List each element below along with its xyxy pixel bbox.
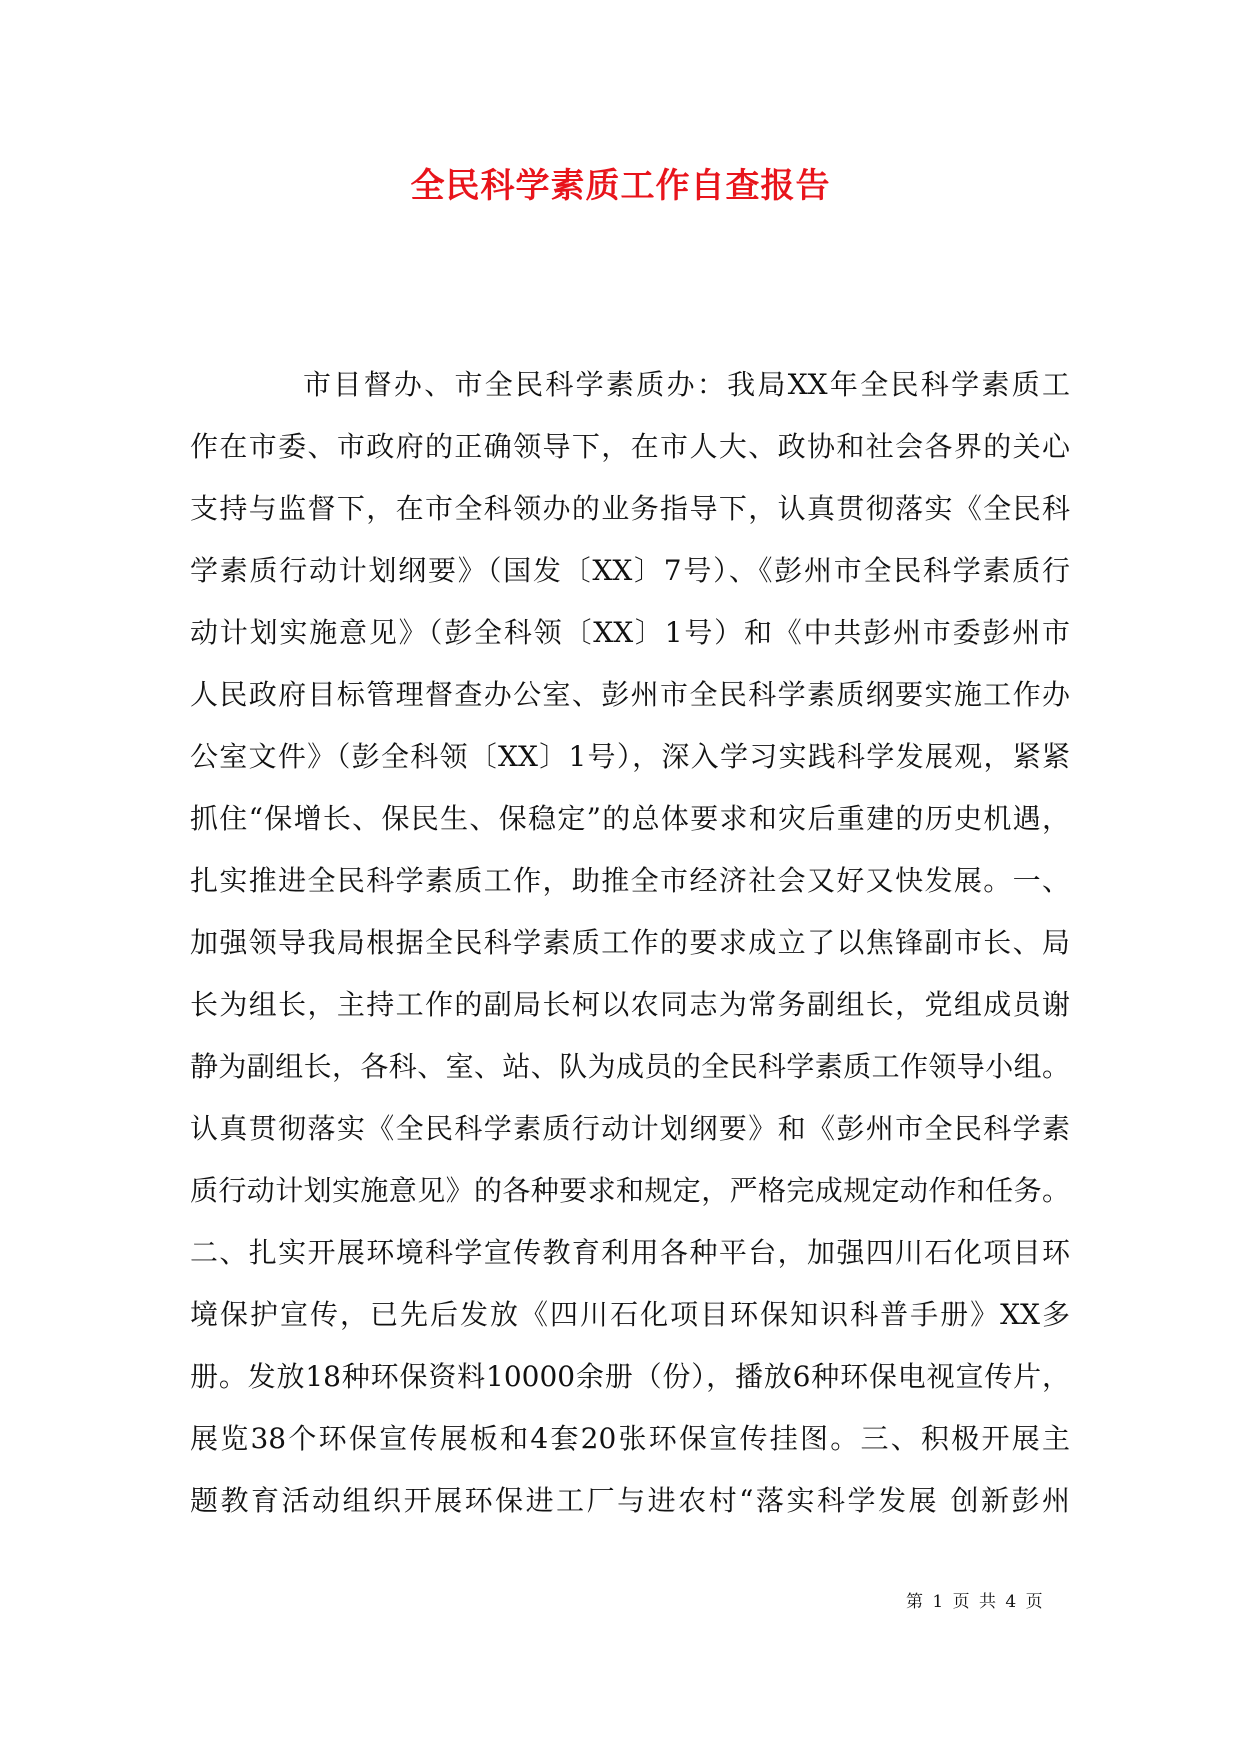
body-line: 支持与监督下，在市全科领办的业务指导下，认真贯彻落实《全民科	[190, 492, 1070, 525]
body-line: 静为副组长，各科、室、站、队为成员的全民科学素质工作领导小组。	[190, 1050, 1070, 1083]
body-line: 市目督办、市全民科学素质办：我局XX年全民科学素质工	[303, 368, 1070, 401]
body-line: 公室文件》（彭全科领〔XX〕1号），深入学习实践科学发展观，紧紧	[190, 740, 1070, 773]
body-line: 题教育活动组织开展环保进工厂与进农村“落实科学发展 创新彭州	[190, 1484, 1070, 1517]
body-line: 抓住“保增长、保民生、保稳定”的总体要求和灾后重建的历史机遇，	[190, 802, 1070, 835]
body-line: 认真贯彻落实《全民科学素质行动计划纲要》和《彭州市全民科学素	[190, 1112, 1070, 1145]
body-line: 人民政府目标管理督查办公室、彭州市全民科学素质纲要实施工作办	[190, 678, 1070, 711]
body-line: 动计划实施意见》（彭全科领〔XX〕1号）和《中共彭州市委彭州市	[190, 616, 1070, 649]
body-line: 加强领导我局根据全民科学素质工作的要求成立了以焦锋副市长、局	[190, 926, 1070, 959]
body-line: 册。发放18种环保资料10000余册（份），播放6种环保电视宣传片，	[190, 1360, 1070, 1393]
body-line: 二、扎实开展环境科学宣传教育利用各种平台，加强四川石化项目环	[190, 1236, 1070, 1269]
body-line: 展览38个环保宣传展板和4套20张环保宣传挂图。三、积极开展主	[190, 1422, 1070, 1455]
page-number-footer: 第 1 页 共 4 页	[906, 1592, 1045, 1612]
body-line: 作在市委、市政府的正确领导下，在市人大、政协和社会各界的关心	[190, 430, 1070, 463]
document-title: 全民科学素质工作自查报告	[410, 166, 831, 206]
document-body	[190, 354, 1070, 1532]
body-line: 学素质行动计划纲要》（国发〔XX〕7号）、《彭州市全民科学素质行	[190, 554, 1070, 587]
body-line: 扎实推进全民科学素质工作，助推全市经济社会又好又快发展。一、	[190, 864, 1070, 897]
body-line: 长为组长，主持工作的副局长柯以农同志为常务副组长，党组成员谢	[190, 988, 1070, 1021]
body-line: 质行动计划实施意见》的各种要求和规定，严格完成规定动作和任务。	[190, 1174, 1070, 1207]
body-line: 境保护宣传，已先后发放《四川石化项目环保知识科普手册》XX多	[190, 1298, 1070, 1331]
